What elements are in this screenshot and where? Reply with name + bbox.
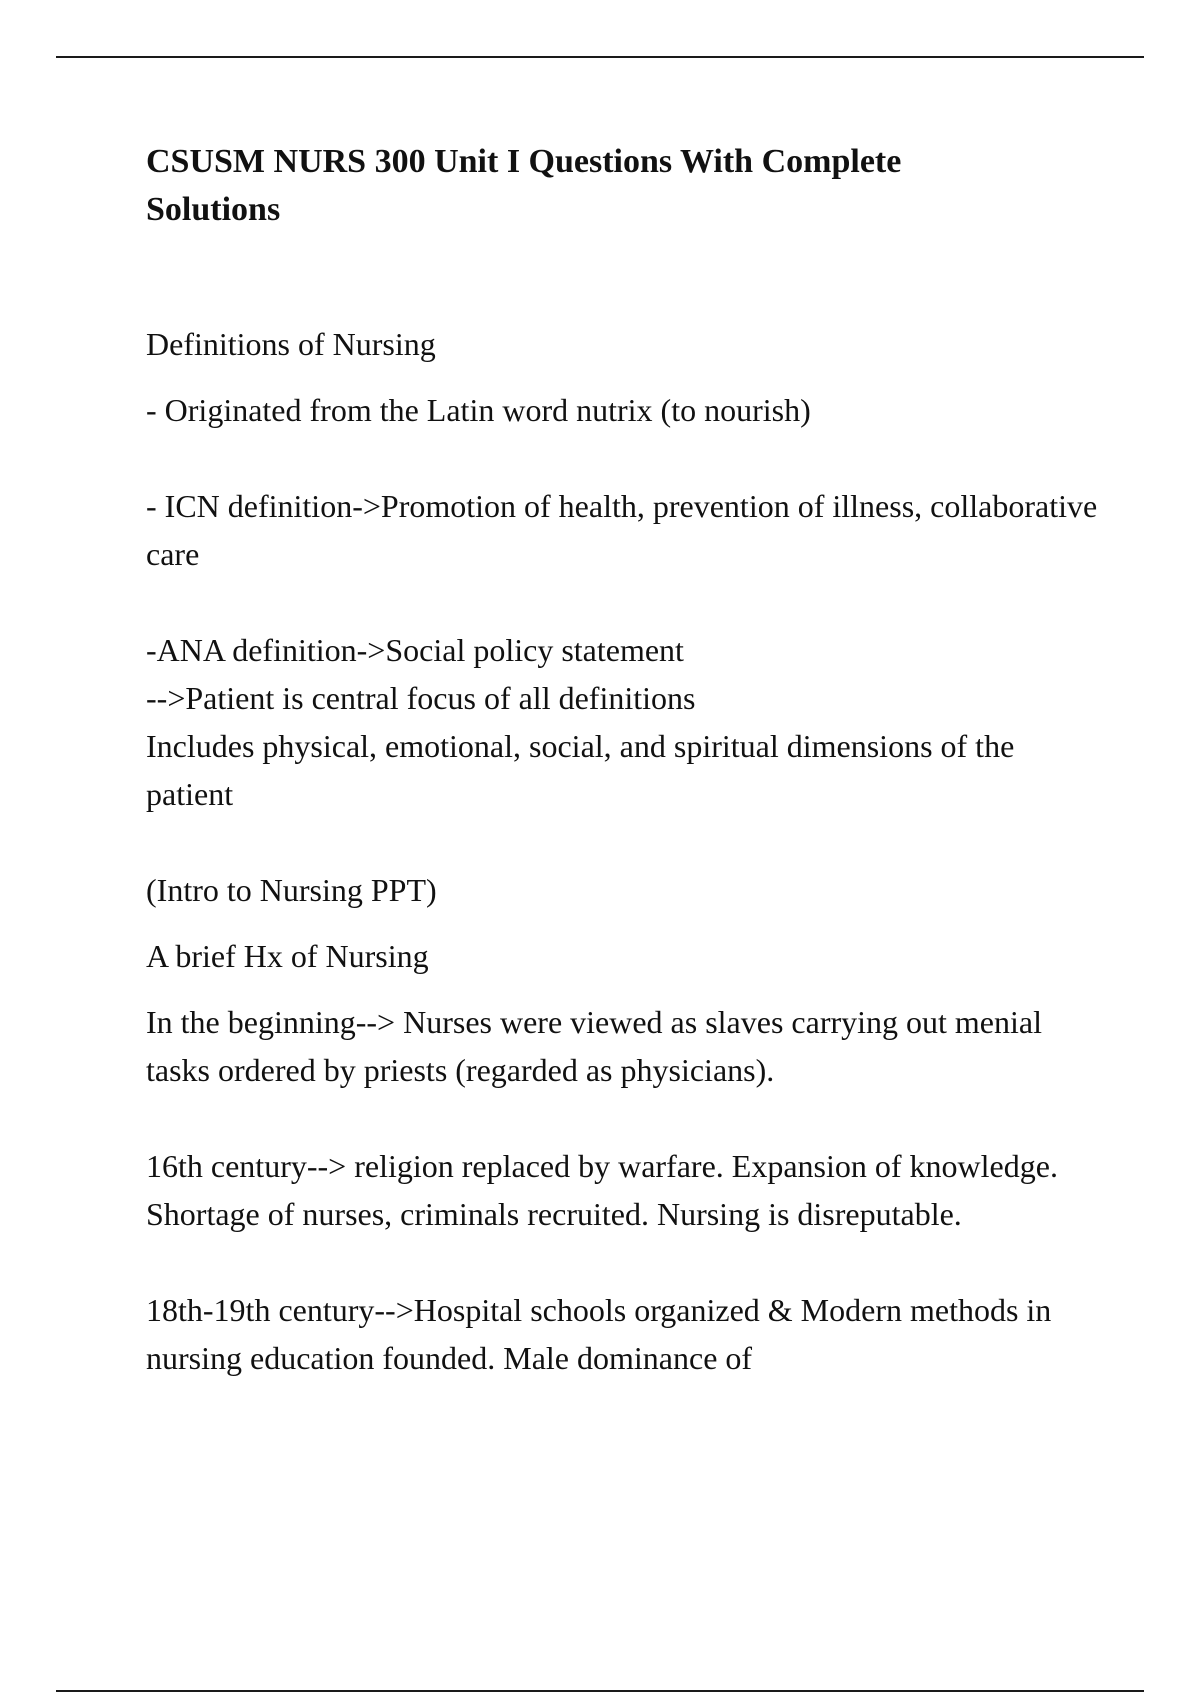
document-body (146, 138, 1106, 1382)
paragraph-icn-definition: - ICN definition->Promotion of health, prevention of illness, collaborative care (146, 488, 1098, 572)
section-heading-definitions: Definitions of Nursing (146, 326, 436, 362)
paragraph-patient-focus: -->Patient is central focus of all definitions (146, 680, 696, 716)
paragraph-ana-definition: -ANA definition->Social policy statement (146, 632, 684, 668)
paragraph-18th-19th-century: 18th-19th century-->Hospital schools organized & Modern methods in nursing education founded. Male dominance of (146, 1292, 1052, 1376)
paragraph-latin-origin: - Originated from the Latin word nutrix (to nourish) (146, 392, 811, 428)
section-heading-history: A brief Hx of Nursing (146, 938, 429, 974)
paragraph-16th-century: 16th century--> religion replaced by warfare. Expansion of knowledge. Shortage of nurses, criminals recruited. Nursing is disreputable. (146, 1148, 1058, 1232)
paragraph-beginning: In the beginning--> Nurses were viewed as slaves carrying out menial tasks ordered by priests (regarded as physicians). (146, 1004, 1042, 1088)
paragraph-source-note: (Intro to Nursing PPT) (146, 872, 437, 908)
paragraph-dimensions: Includes physical, emotional, social, and spiritual dimensions of the patient (146, 728, 1015, 812)
footer-rule (56, 1690, 1144, 1692)
header-rule (56, 56, 1144, 58)
document-title: CSUSM NURS 300 Unit I Questions With Complete Solutions (146, 143, 902, 228)
